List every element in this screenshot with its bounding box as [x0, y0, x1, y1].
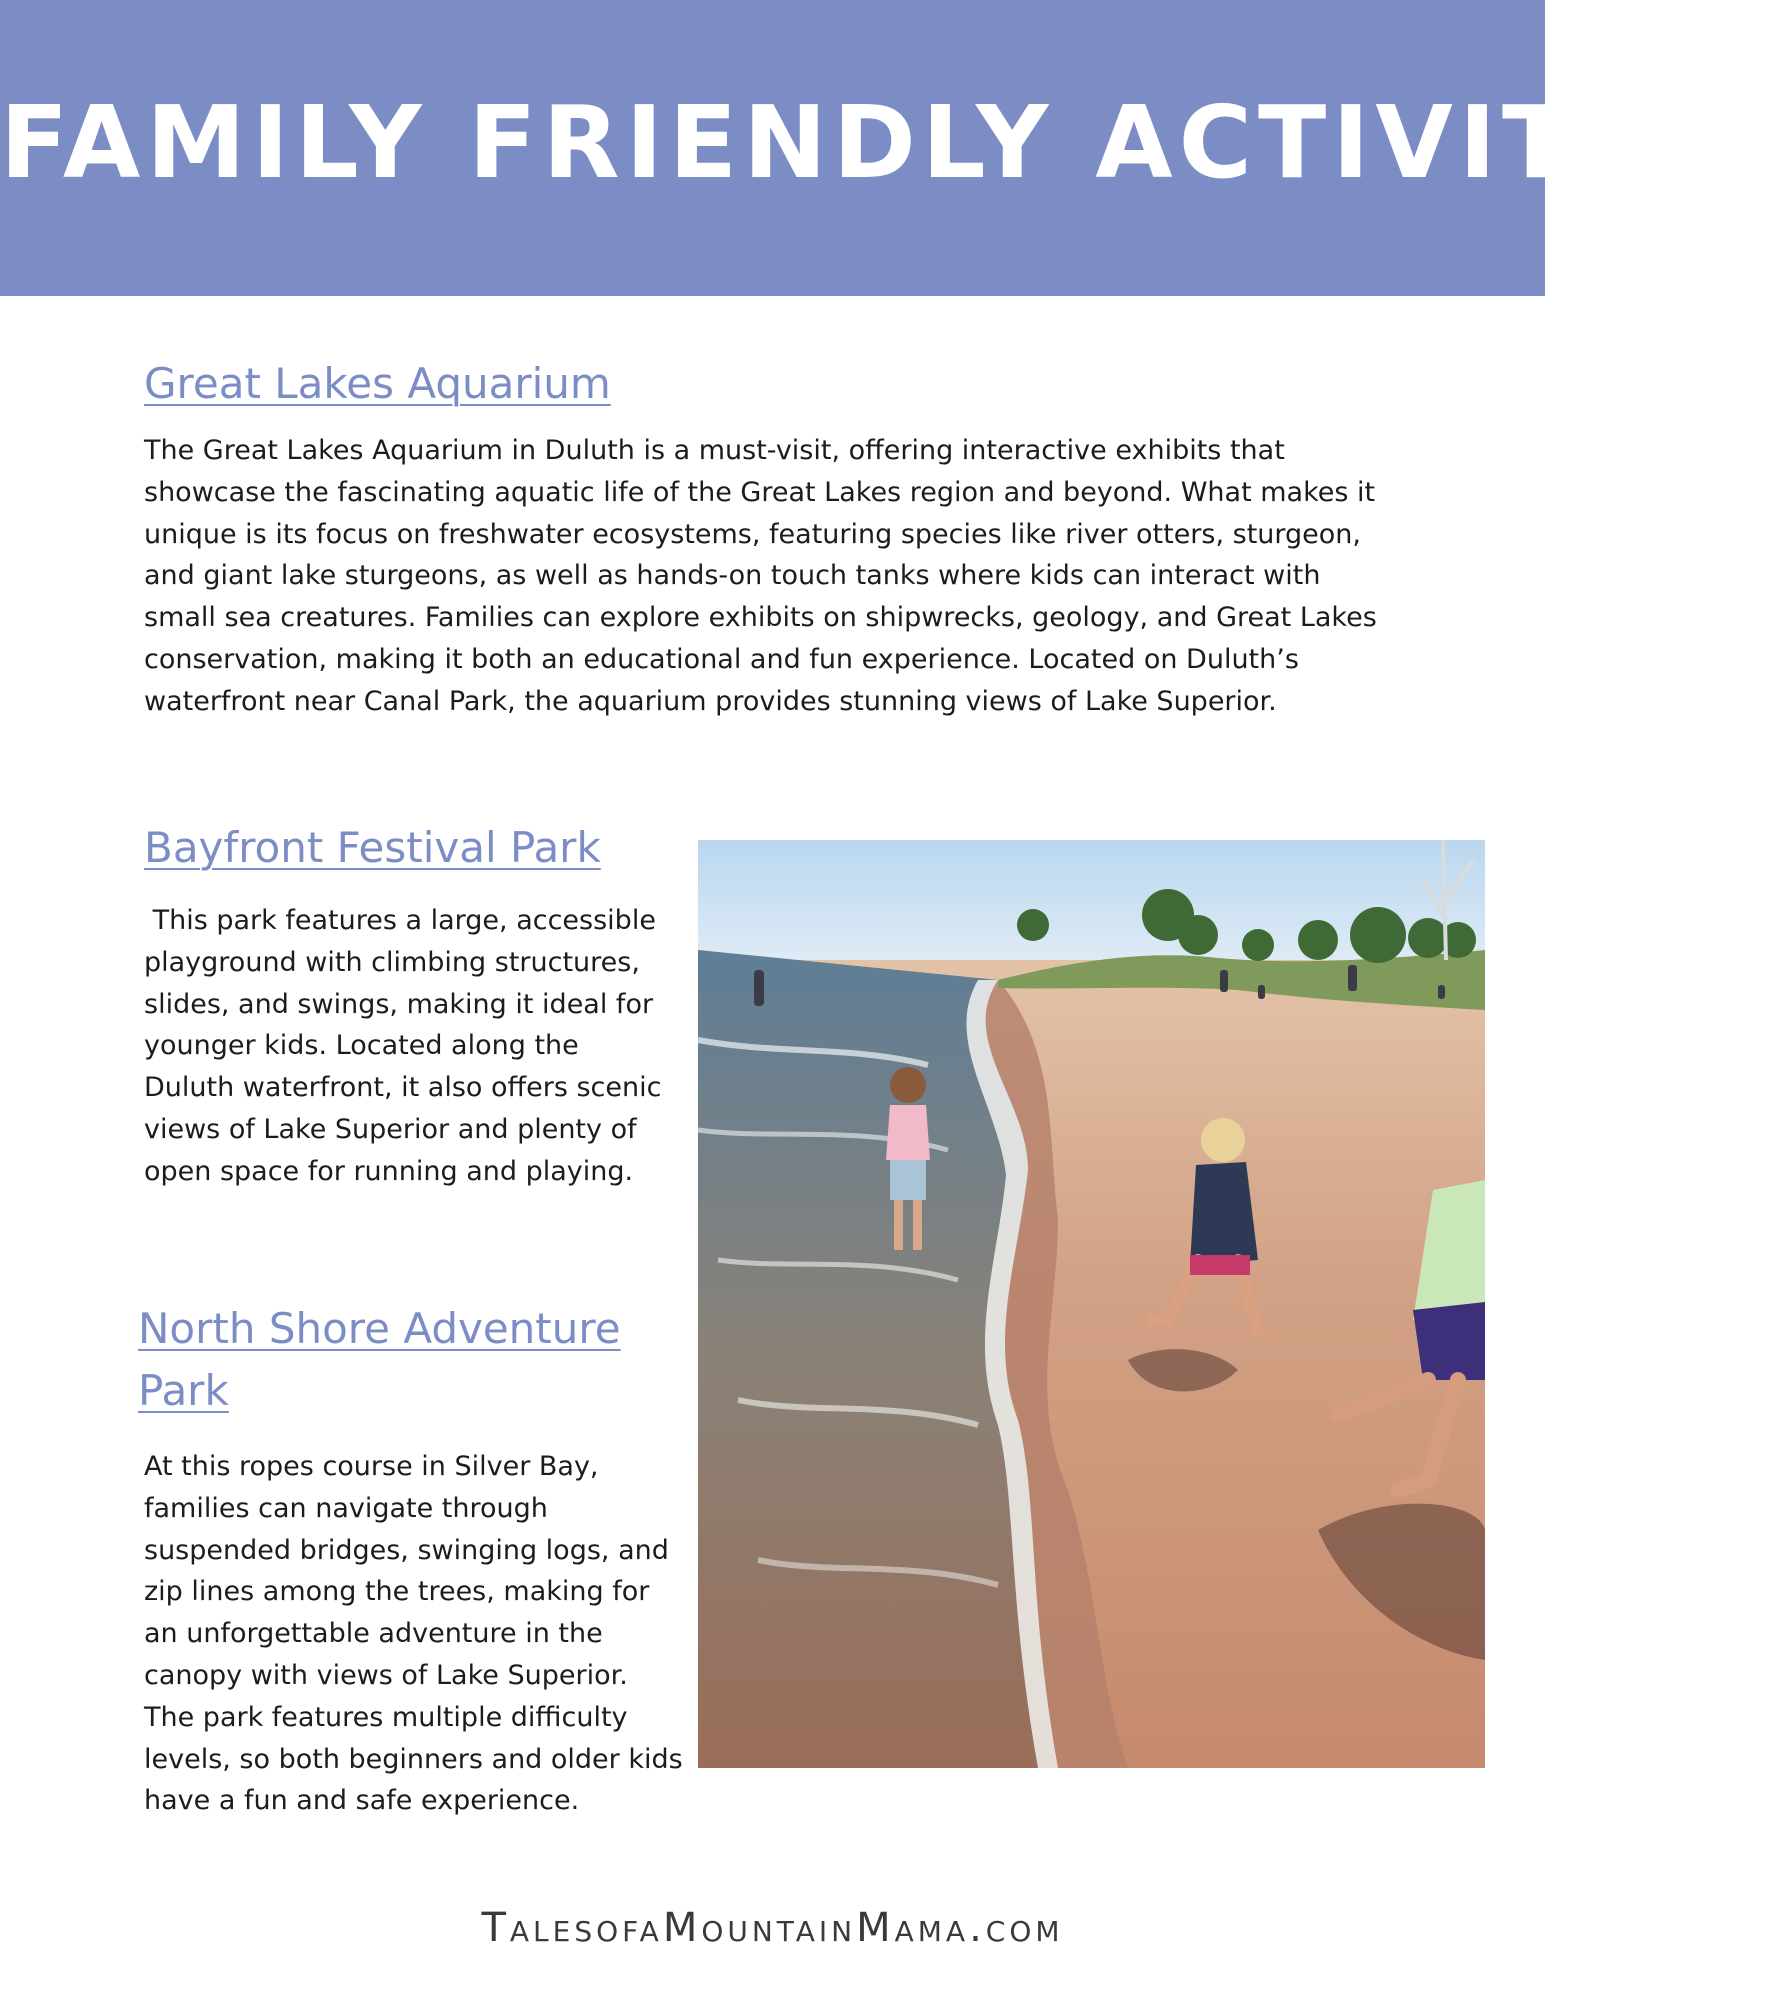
paragraph-great-lakes-aquarium: The Great Lakes Aquarium in Duluth is a must-visit, offering interactive exhibits that showcase the fascinating aquatic life of the Great Lakes region and beyond. What makes it unique is its focus on freshwater ecosystems, featuring species like river otters, sturgeon, and giant lake sturgeons, as well as hands-on touch tanks where kids can interact with small sea creatures. Families can explore exhibits on shipwrecks, geology, and Great Lakes conservation, making it both an educational and fun experience. Located on Duluth’s waterfront near Canal Park, the aquarium provides stunning views of Lake Superior. [144, 435, 1377, 717]
footer-website[interactable]: TalesofaMountainMama.com [481, 1905, 1064, 1951]
heading-great-lakes-aquarium[interactable]: Great Lakes Aquarium [144, 359, 611, 408]
header-band [0, 0, 1772, 296]
paragraph-north-shore-adventure-park: At this ropes course in Silver Bay, families can navigate through suspended bridges, swinging logs, and zip lines among the trees, making for an unforgettable adventure in the canopy with views of Lake Superior. The park features multiple difficulty levels, so both beginners and older kids have a fun and safe experience. [144, 1451, 683, 1817]
paragraph-bayfront-festival-park: This park features a large, accessible playground with climbing structures, slides, and swings, making it ideal for younger kids. Located along the Duluth waterfront, it also offers scenic views of Lake Superior and plenty of open space for running and playing. [144, 905, 671, 1187]
beach-photo-illustration [698, 840, 1485, 1768]
heading-north-shore-adventure-park[interactable]: North Shore Adventure Park [138, 1304, 621, 1415]
heading-bayfront-festival-park[interactable]: Bayfront Festival Park [144, 823, 601, 872]
page-title: FAMILY FRIENDLY ACTIVITIES [0, 84, 1772, 201]
beach-photo [698, 840, 1485, 1768]
